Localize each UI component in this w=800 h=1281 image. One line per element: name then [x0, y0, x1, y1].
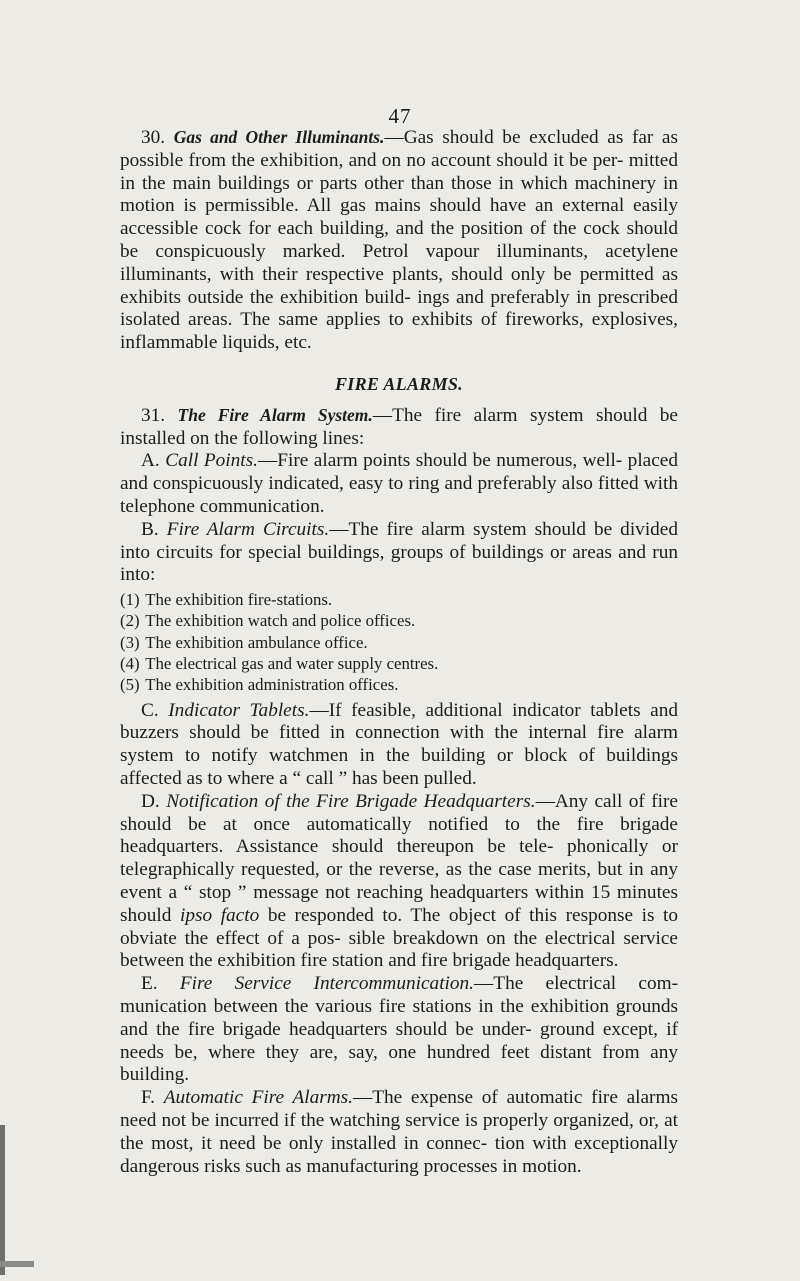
item-d	[120, 791, 678, 973]
list-item	[120, 674, 678, 695]
list-item	[120, 589, 678, 610]
page-body	[120, 126, 678, 1178]
item-b-letter: B.	[141, 518, 159, 540]
para31-body: —The fire alarm system should be installed on the following lines:	[120, 404, 678, 449]
list-item	[120, 653, 678, 674]
item-f	[120, 1087, 678, 1178]
item-e-body: —The electrical com- munication between the various fire stations in the exhibition grounds and the fire brigade headquarters should be under- ground except, if needs be, where they are, say, one hundred feet distant from any building.	[120, 973, 679, 1086]
item-a-letter: A.	[141, 450, 160, 472]
para30-number: 30.	[141, 127, 166, 148]
page-number: 47	[388, 104, 412, 128]
list-item-number: (1)	[120, 590, 140, 610]
item-d-body-end: be responded to. The object of this response is to obviate the effect of a pos- sible breakdown on the electrical service between the exhibition fire station and fire brigade headquarters.	[120, 904, 679, 972]
list-item-text: The electrical gas and water supply centres.	[145, 654, 439, 674]
item-e	[120, 973, 678, 1087]
list-item-text: The exhibition fire-stations.	[145, 590, 333, 610]
item-d-letter: D.	[141, 790, 160, 812]
circuit-list	[120, 589, 678, 695]
list-item-number: (3)	[120, 632, 140, 652]
item-b-body: —The fire alarm system should be divided into circuits for special buildings, groups of buildings or areas and run into:	[120, 518, 679, 586]
para31-number: 31.	[141, 404, 166, 426]
para30-title: Gas and Other Illuminants.	[173, 127, 385, 147]
item-f-title: Automatic Fire Alarms.	[163, 1087, 353, 1109]
item-c-title: Indicator Tablets.	[168, 699, 310, 721]
item-e-title: Fire Service Intercommunication.	[179, 973, 475, 995]
para31-title: The Fire Alarm System.	[177, 404, 373, 425]
item-a	[120, 450, 678, 518]
list-item-number: (2)	[120, 611, 140, 631]
scan-edge-mark	[0, 1261, 34, 1267]
scan-edge-mark	[0, 1125, 5, 1275]
list-item	[120, 610, 678, 631]
item-a-title: Call Points.	[165, 450, 258, 472]
list-item-text: The exhibition watch and police offices.	[145, 611, 416, 631]
item-d-latin: ipso facto	[180, 904, 260, 926]
item-b-title: Fire Alarm Circuits.	[166, 518, 330, 540]
paragraph-31	[120, 404, 678, 451]
list-item-number: (4)	[120, 654, 140, 674]
item-d-body: —Any call of fire should be at once automatically notified to the fire brigade headquarters. Assistance should thereupon be tele- phonically or telegraphically requested, or the reverse, as the case merits, but in any event a “ stop ” message not reaching headquarters within 15 minutes should	[120, 790, 678, 926]
list-item	[120, 632, 678, 653]
item-c-letter: C.	[141, 699, 159, 721]
item-c	[120, 700, 678, 791]
para30-body: —Gas should be excluded as far as possible from the exhibition, and on no account should it be per- mitted in the main buildings or parts other than those in which machinery in motion is permissible. All gas mains should have an external easily accessible cock for each building, and the position of the cock should be conspicuously marked. Petrol vapour illuminants, acetylene illuminants, with their respective plants, should only be permitted as exhibits outside the exhibition build- ings and preferably in prescribed isolated areas. The same applies to exhibits of fireworks, explosives, inflammable liquids, etc.	[120, 127, 678, 354]
list-item-number: (5)	[120, 675, 140, 695]
section-title: FIRE ALARMS.	[335, 373, 463, 394]
item-e-letter: E.	[141, 973, 158, 995]
item-b	[120, 519, 678, 587]
item-f-body: —The expense of automatic fire alarms need not be incurred if the watching service is properly organized, or, at the most, it need be only installed in connec- tion with exceptionally dangerous risks such as manufacturing processes in motion.	[120, 1087, 678, 1177]
item-f-letter: F.	[141, 1087, 155, 1109]
item-a-body: —Fire alarm points should be numerous, well- placed and conspicuously indicated, easy to ring and preferably also fitted with telephone communication.	[120, 450, 678, 517]
item-d-title: Notification of the Fire Brigade Headquarters.	[166, 790, 536, 812]
list-item-text: The exhibition ambulance office.	[145, 632, 368, 652]
paragraph-30	[120, 126, 678, 355]
item-c-body: —If feasible, additional indicator tablets and buzzers should be fitted in connection with the internal fire alarm system to notify watchmen in the building or block of buildings affected as to where a “ call ” has been pulled.	[120, 699, 678, 790]
list-item-text: The exhibition administration offices.	[145, 675, 399, 695]
